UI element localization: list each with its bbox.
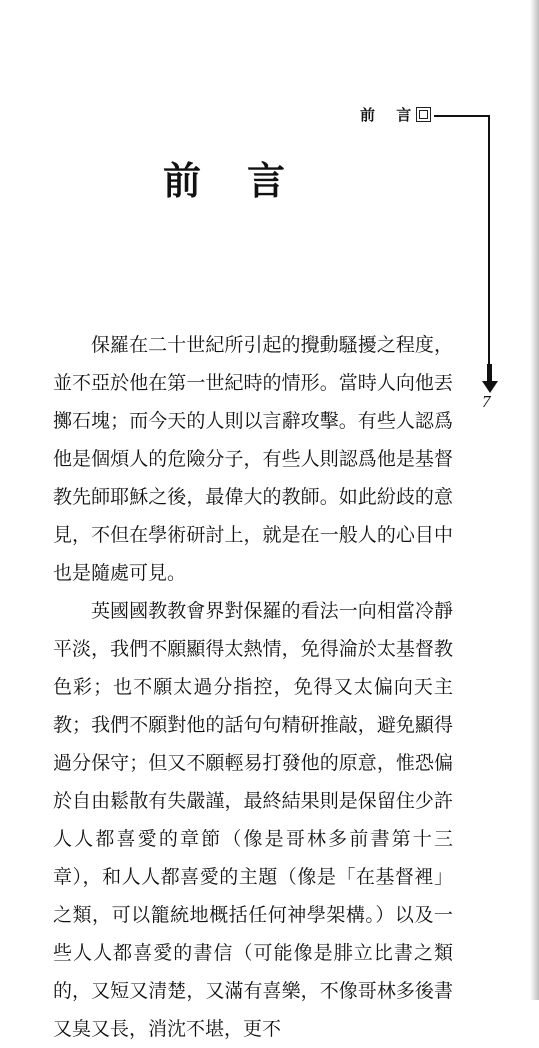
- paragraph-2: 英國國教教會界對保羅的看法一向相當冷靜平淡，我們不願顯得太熱情，免得淪於太基督教色彩；也不願太過分指控，免得又太偏向天主教；我們不願對他的話句句精研推敲，避免顯得過分保守；但又不願輕易打發他的原意，惟恐偏於自由鬆散有失嚴謹，最終結果則是保留住少許人人都喜愛的章節（像是哥林多前書第十三章），和人人都喜愛的主題（像是「在基督裡」之類，可以籠統地概括任何神學架構。）以及一些人人都喜愛的書信（可能像是腓立比書之類的，又短又清楚，又滿有喜樂，不像哥林多後書又臭又長，消沈不堪，更不: [53, 600, 453, 1040]
- margin-rule-vertical: [488, 115, 490, 365]
- arrow-shaft: [487, 364, 492, 382]
- page-number: 7: [482, 392, 491, 411]
- page-edge-shadow: [530, 0, 539, 1000]
- body-text: [53, 326, 453, 1048]
- running-head: 前 言: [360, 106, 420, 124]
- paragraph-1: 保羅在二十世紀所引起的攪動騷擾之程度，並不亞於他在第一世紀時的情形。當時人向他丟擲石塊；而今天的人則以言辭攻擊。有些人認爲他是個煩人的危險分子，有些人則認爲他是基督教先師耶穌之後，最偉大的教師。如此紛歧的意見，不但在學術研討上，就是在一般人的心目中也是隨處可見。: [53, 334, 453, 584]
- margin-rule-horizontal: [434, 115, 490, 117]
- chapter-title: 前言: [163, 158, 332, 203]
- chapter-marker-icon: [416, 107, 431, 122]
